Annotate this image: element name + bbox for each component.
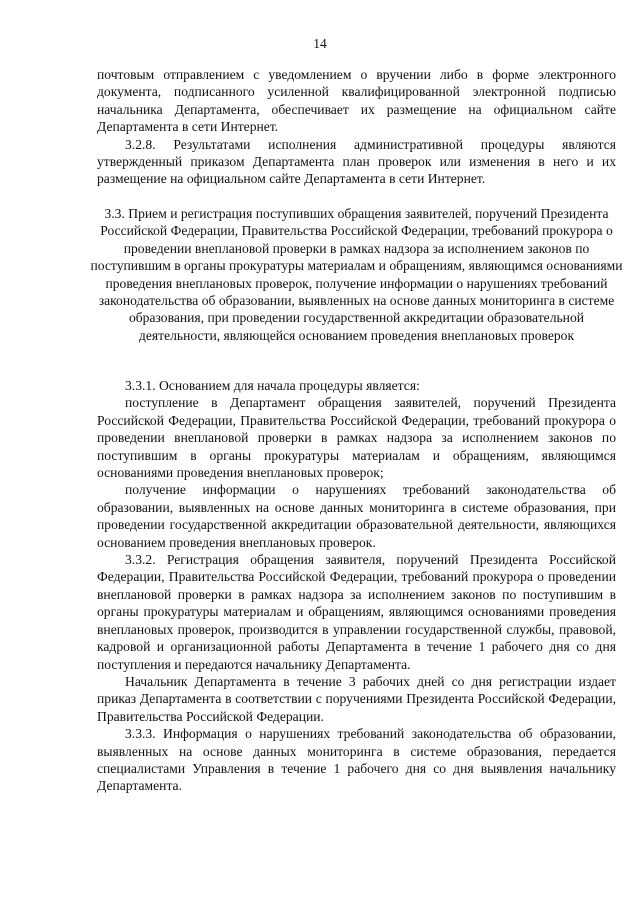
paragraph-3-2-8: 3.2.8. Результатами исполнения административной процедуры являются утвержденный приказом Департамента план проверок или изменения в него и их размещение на официальном сайте Департамента в сети Интернет. [97,136,616,187]
paragraph-3-3-1: 3.3.1. Основанием для начала процедуры является: [125,378,420,393]
section-heading-3-3: 3.3. Прием и регистрация поступивших обращения заявителей, поручений Президента Российской Федерации, Правительства Российской Федерации, требований прокурора о проведении внеплановой проверки в рамках надзора за исполнением законов по поступившим в органы прокуратуры материалам и обращениям, являющимся основаниями проведения внеплановых проверок, получение информации о нарушениях требований законодательства об образовании, выявленных на основе данных мониторинга в системе образования, при проведении государственной аккредитации образовательной деятельности, являющейся основанием проведения внеплановых проверок [90,206,623,343]
top-text-block [97,66,616,188]
paragraph-3-3-3: 3.3.3. Информация о нарушениях требований законодательства об образовании, выявленных на основе данных мониторинга в системе образования, передается специалистами Управления в течение 1 рабочего дня со дня выявления начальнику Департамента. [97,726,616,794]
body-text-block [97,377,616,795]
list-item-receipt: поступление в Департамент обращения заявителей, поручений Президента Российской Федерации, Правительства Российской Федерации, требований прокурора о проведении внеплановой проверки в рамках надзора за исполнением законов по поступившим в органы прокуратуры материалам и обращениям, являющимся основаниями проведения внеплановых проверок; [97,395,616,481]
paragraph-3-3-2: 3.3.2. Регистрация обращения заявителя, поручений Президента Российской Федерации, Правительства Российской Федерации, требований прокурора о проведении внеплановой проверки в рамках надзора за исполнением законов по поступившим в органы прокуратуры материалам и обращениям, являющимся основаниями проведения внеплановых проверок, производится в управлении государственной службы, правовой, кадровой и организационной работы Департамента в течение 1 рабочего дня со дня поступления и передаются начальнику Департамента. [97,552,616,672]
list-item-information: получение информации о нарушениях требований законодательства об образовании, выявленных на основе данных мониторинга в системе образования, при проведении государственной аккредитации образовательной деятельности, являющихся основанием проведения внеплановых проверок. [97,482,616,550]
continuation-paragraph: почтовым отправлением с уведомлением о вручении либо в форме электронного документа, подписанного усиленной квалифицированной электронной подписью начальника Департамента, обеспечивает их размещение на официальном сайте Департамента в сети Интернет. [97,67,616,135]
page-number: 14 [313,36,327,51]
paragraph-head-order: Начальник Департамента в течение 3 рабочих дней со дня регистрации издает приказ Департамента в соответствии с поручениями Президента Российской Федерации, Правительства Российской Федерации. [97,673,616,724]
